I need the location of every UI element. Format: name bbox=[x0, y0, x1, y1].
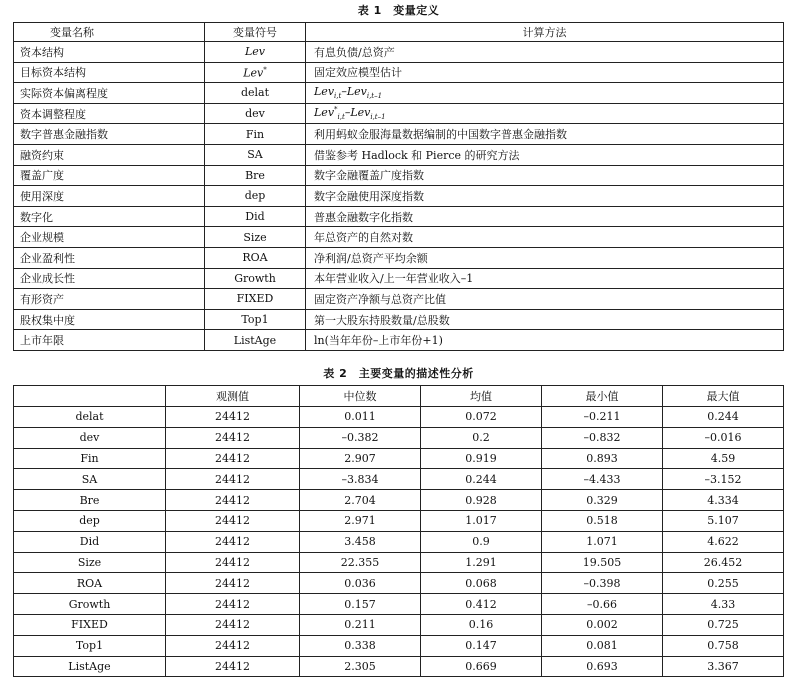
stat-cell: 5.107 bbox=[663, 510, 784, 531]
stat-cell: 1.291 bbox=[421, 552, 542, 573]
table-row bbox=[14, 289, 784, 310]
table-row bbox=[14, 490, 784, 511]
header-variable-symbol: 变量符号 bbox=[205, 23, 306, 42]
variable-name: 有形资产 bbox=[14, 289, 205, 310]
stat-cell: 0.518 bbox=[542, 510, 663, 531]
calculation-method: 年总资产的自然对数 bbox=[306, 227, 784, 248]
stat-cell: 3.367 bbox=[663, 656, 784, 677]
table-row bbox=[14, 165, 784, 186]
variable-name: 股权集中度 bbox=[14, 309, 205, 330]
stat-cell: 1.017 bbox=[421, 510, 542, 531]
table-row bbox=[14, 614, 784, 635]
variable-symbol: ROA bbox=[205, 247, 306, 268]
stat-cell: 0.244 bbox=[663, 407, 784, 428]
calculation-method: 净利润/总资产平均余额 bbox=[306, 247, 784, 268]
calculation-method bbox=[306, 103, 784, 124]
stat-cell: 3.458 bbox=[300, 531, 421, 552]
symbol-text: Lev bbox=[244, 45, 266, 59]
calculation-method: ln(当年年份–上市年份+1) bbox=[306, 330, 784, 351]
stat-cell: 0.255 bbox=[663, 573, 784, 594]
stat-cell: –0.211 bbox=[542, 407, 663, 428]
stat-cell: 24412 bbox=[166, 531, 300, 552]
formula: Lev$_{i,t}$–Lev$_{i,t-1}$ bbox=[314, 85, 383, 101]
variable-name: 资本结构 bbox=[14, 42, 205, 63]
stat-cell: 24412 bbox=[166, 552, 300, 573]
table-row bbox=[14, 531, 784, 552]
variable-name: 数字普惠金融指数 bbox=[14, 124, 205, 145]
variable-symbol: dev bbox=[205, 103, 306, 124]
variable-label: Fin bbox=[14, 448, 166, 469]
variable-label: FIXED bbox=[14, 614, 166, 635]
stat-cell: 0.693 bbox=[542, 656, 663, 677]
star-superscript: * bbox=[263, 65, 267, 74]
variable-name: 企业盈利性 bbox=[14, 247, 205, 268]
table-row bbox=[14, 448, 784, 469]
calculation-method bbox=[306, 62, 784, 83]
stat-cell: 2.971 bbox=[300, 510, 421, 531]
calculation-method bbox=[306, 83, 784, 104]
stat-cell: –0.398 bbox=[542, 573, 663, 594]
stat-cell: 26.452 bbox=[663, 552, 784, 573]
stat-cell: 0.036 bbox=[300, 573, 421, 594]
variable-name: 资本调整程度 bbox=[14, 103, 205, 124]
subscript-it: i,t bbox=[334, 92, 342, 101]
variable-name: 目标资本结构 bbox=[14, 62, 205, 83]
stat-cell: 0.002 bbox=[542, 614, 663, 635]
stat-cell: 0.893 bbox=[542, 448, 663, 469]
column-header: 中位数 bbox=[300, 386, 421, 407]
calculation-method bbox=[306, 42, 784, 63]
stat-cell: –0.016 bbox=[663, 427, 784, 448]
variable-symbol: Top1 bbox=[205, 309, 306, 330]
calculation-method: 固定资产净额与总资产比值 bbox=[306, 289, 784, 310]
table-row bbox=[14, 83, 784, 104]
stat-cell: 0.211 bbox=[300, 614, 421, 635]
variable-label: ListAge bbox=[14, 656, 166, 677]
stat-cell: 2.704 bbox=[300, 490, 421, 511]
variable-symbol: delat bbox=[205, 83, 306, 104]
calculation-method: 数字金融使用深度指数 bbox=[306, 186, 784, 207]
method-text: 固定效应模型估计 bbox=[314, 66, 402, 80]
header-variable-name: 变量名称 bbox=[14, 23, 205, 42]
variable-label: dev bbox=[14, 427, 166, 448]
stat-cell: 0.147 bbox=[421, 635, 542, 656]
stat-cell: 0.9 bbox=[421, 531, 542, 552]
stat-cell: –0.66 bbox=[542, 594, 663, 615]
variable-symbol: Size bbox=[205, 227, 306, 248]
stat-cell: 4.33 bbox=[663, 594, 784, 615]
variable-label: ROA bbox=[14, 573, 166, 594]
stat-cell: 0.329 bbox=[542, 490, 663, 511]
calculation-method: 第一大股东持股数量/总股数 bbox=[306, 309, 784, 330]
table-row bbox=[14, 124, 784, 145]
variable-definition-table bbox=[13, 22, 784, 351]
stat-cell: –4.433 bbox=[542, 469, 663, 490]
column-header bbox=[14, 386, 166, 407]
calculation-method: 利用蚂蚁金服海量数据编制的中国数字普惠金融指数 bbox=[306, 124, 784, 145]
table-row bbox=[14, 42, 784, 63]
table2-header-row bbox=[14, 386, 784, 407]
variable-symbol: FIXED bbox=[205, 289, 306, 310]
table-row bbox=[14, 309, 784, 330]
table-row bbox=[14, 144, 784, 165]
column-header: 均值 bbox=[421, 386, 542, 407]
stat-cell: 24412 bbox=[166, 469, 300, 490]
formula: Lev*$_{i,t}$–Lev$_{i,t-1}$ bbox=[314, 105, 386, 122]
table-row bbox=[14, 407, 784, 428]
table-row bbox=[14, 103, 784, 124]
stat-cell: 24412 bbox=[166, 614, 300, 635]
stat-cell: 24412 bbox=[166, 407, 300, 428]
variable-symbol: Growth bbox=[205, 268, 306, 289]
stat-cell: 0.758 bbox=[663, 635, 784, 656]
table-row bbox=[14, 635, 784, 656]
table-row bbox=[14, 268, 784, 289]
variable-symbol bbox=[205, 62, 306, 83]
calculation-method: 借鉴参考 Hadlock 和 Pierce 的研究方法 bbox=[306, 144, 784, 165]
calculation-method: 数字金融覆盖广度指数 bbox=[306, 165, 784, 186]
stat-cell: 0.16 bbox=[421, 614, 542, 635]
variable-name: 融资约束 bbox=[14, 144, 205, 165]
stat-cell: 24412 bbox=[166, 594, 300, 615]
stat-cell: 2.305 bbox=[300, 656, 421, 677]
stat-cell: 24412 bbox=[166, 427, 300, 448]
stat-cell: 0.011 bbox=[300, 407, 421, 428]
stat-cell: 0.2 bbox=[421, 427, 542, 448]
stat-cell: 0.412 bbox=[421, 594, 542, 615]
variable-label: Size bbox=[14, 552, 166, 573]
stat-cell: 0.081 bbox=[542, 635, 663, 656]
variable-symbol: ListAge bbox=[205, 330, 306, 351]
calculation-method: 本年营业收入/上一年营业收入–1 bbox=[306, 268, 784, 289]
variable-symbol: Fin bbox=[205, 124, 306, 145]
stat-cell: –3.834 bbox=[300, 469, 421, 490]
stat-cell: 0.338 bbox=[300, 635, 421, 656]
variable-name: 实际资本偏离程度 bbox=[14, 83, 205, 104]
stat-cell: 19.505 bbox=[542, 552, 663, 573]
subscript-it-1: i,t–1 bbox=[370, 113, 386, 122]
table-row bbox=[14, 227, 784, 248]
variable-name: 企业成长性 bbox=[14, 268, 205, 289]
stat-cell: 24412 bbox=[166, 635, 300, 656]
column-header: 最大值 bbox=[663, 386, 784, 407]
table-row bbox=[14, 552, 784, 573]
stat-cell: 1.071 bbox=[542, 531, 663, 552]
variable-label: delat bbox=[14, 407, 166, 428]
table2-caption: 表 2 主要变量的描述性分析 bbox=[323, 367, 474, 380]
variable-label: Bre bbox=[14, 490, 166, 511]
stat-cell: 24412 bbox=[166, 490, 300, 511]
variable-name: 覆盖广度 bbox=[14, 165, 205, 186]
stat-cell: 4.622 bbox=[663, 531, 784, 552]
table-row bbox=[14, 594, 784, 615]
stat-cell: 0.072 bbox=[421, 407, 542, 428]
stat-cell: 4.334 bbox=[663, 490, 784, 511]
table-row bbox=[14, 186, 784, 207]
table-row bbox=[14, 510, 784, 531]
variable-name: 数字化 bbox=[14, 206, 205, 227]
subscript-it: i,t bbox=[337, 113, 345, 122]
stat-cell: 0.068 bbox=[421, 573, 542, 594]
table-row bbox=[14, 247, 784, 268]
column-header: 最小值 bbox=[542, 386, 663, 407]
variable-label: Growth bbox=[14, 594, 166, 615]
method-text: 有息负债/总资产 bbox=[314, 45, 395, 59]
stat-cell: 4.59 bbox=[663, 448, 784, 469]
table1-caption: 表 1 变量定义 bbox=[357, 4, 440, 17]
stat-cell: 22.355 bbox=[300, 552, 421, 573]
stat-cell: 24412 bbox=[166, 656, 300, 677]
descriptive-statistics-table bbox=[13, 385, 784, 677]
header-calculation-method: 计算方法 bbox=[306, 23, 784, 42]
stat-cell: 0.669 bbox=[421, 656, 542, 677]
variable-label: Did bbox=[14, 531, 166, 552]
table-row bbox=[14, 469, 784, 490]
variable-symbol: Did bbox=[205, 206, 306, 227]
stat-cell: 24412 bbox=[166, 448, 300, 469]
variable-symbol: dep bbox=[205, 186, 306, 207]
symbol-text: Lev bbox=[243, 66, 264, 80]
stat-cell: 2.907 bbox=[300, 448, 421, 469]
stat-cell: 24412 bbox=[166, 510, 300, 531]
star-superscript: * bbox=[334, 105, 338, 114]
stat-cell: 0.244 bbox=[421, 469, 542, 490]
stat-cell: –3.152 bbox=[663, 469, 784, 490]
stat-cell: 0.725 bbox=[663, 614, 784, 635]
variable-symbol: SA bbox=[205, 144, 306, 165]
stat-cell: –0.382 bbox=[300, 427, 421, 448]
variable-label: Top1 bbox=[14, 635, 166, 656]
table-row bbox=[14, 330, 784, 351]
table1-header-row bbox=[14, 23, 784, 42]
stat-cell: 24412 bbox=[166, 573, 300, 594]
calculation-method: 普惠金融数字化指数 bbox=[306, 206, 784, 227]
variable-symbol: Bre bbox=[205, 165, 306, 186]
variable-name: 上市年限 bbox=[14, 330, 205, 351]
table-row bbox=[14, 62, 784, 83]
stat-cell: –0.832 bbox=[542, 427, 663, 448]
table-row bbox=[14, 206, 784, 227]
stat-cell: 0.919 bbox=[421, 448, 542, 469]
variable-label: SA bbox=[14, 469, 166, 490]
variable-name: 企业规模 bbox=[14, 227, 205, 248]
variable-name: 使用深度 bbox=[14, 186, 205, 207]
table-row bbox=[14, 573, 784, 594]
stat-cell: 0.157 bbox=[300, 594, 421, 615]
column-header: 观测值 bbox=[166, 386, 300, 407]
variable-label: dep bbox=[14, 510, 166, 531]
variable-symbol bbox=[205, 42, 306, 63]
subscript-it-1: i,t–1 bbox=[366, 92, 383, 101]
stat-cell: 0.928 bbox=[421, 490, 542, 511]
table-row bbox=[14, 427, 784, 448]
table-row bbox=[14, 656, 784, 677]
